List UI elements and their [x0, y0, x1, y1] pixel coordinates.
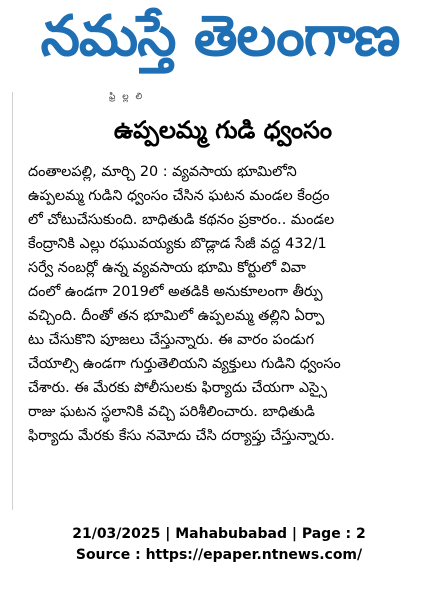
article-line: సర్వే నంబర్లో ఉన్న వ్యవసాయ భూమి కోర్టులో వివా	[28, 260, 306, 276]
article-line: దంతాలపల్లి, మార్చి 20 : వ్యవసాయ భూమిలోని	[28, 164, 297, 180]
article-body	[28, 160, 420, 448]
previous-article-cut-line: ఫ్రి ల్ల లి	[109, 92, 145, 102]
article-line: వచ్చింది. దీంతో తన భూమిలో ఉప్పలమ్మ తల్లిని ఏర్పా	[28, 308, 325, 324]
article-line: లో చోటుచేసుకుంది. బాధితుడి కథనం ప్రకారం.. మండల	[28, 212, 335, 228]
article-line: టు చేసుకొని పూజలు చేస్తున్నారు. ఈ వారం పండుగ	[28, 332, 315, 348]
newspaper-masthead: నమస్తే తెలంగాణ	[40, 6, 400, 69]
news-clipping	[12, 92, 425, 510]
article-line: ఉప్పలమ్మ గుడిని ధ్వంసం చేసిన ఘటన మండల కేంద్రం	[28, 188, 330, 204]
article-line: చేశారు. ఈ మేరకు పోలీసులకు ఫిర్యాదు చేయగా ఎస్సై	[28, 380, 328, 396]
article-line: రాజు ఘటన స్థలానికి వచ్చి పరిశీలించారు. బాధితుడి	[28, 404, 315, 420]
article-headline: ఉప్పలమ్మ గుడి ధ్వంసం	[113, 116, 333, 144]
article-line: కేంద్రానికి ఎల్లు రఘువయ్యకు బొడ్లాడ సేజీ వద్ద 432/1	[28, 236, 327, 252]
article-line: దంలో ఉండగా 2019లో అతడికి అనుకూలంగా తీర్పు	[28, 284, 323, 300]
source-caption: Source : https://epaper.ntnews.com/	[75, 547, 363, 563]
article-line: చేయాల్సి ఉండగా గుర్తుతెలియని వ్యక్తులు గుడిని ధ్వంసం	[28, 356, 341, 372]
article-line: ఫిర్యాదు మేరకు కేసు నమోదు చేసి దర్యాప్తు చేస్తున్నారు.	[28, 428, 335, 444]
date-edition-page-caption: 21/03/2025 | Mahabubabad | Page : 2	[72, 526, 366, 542]
